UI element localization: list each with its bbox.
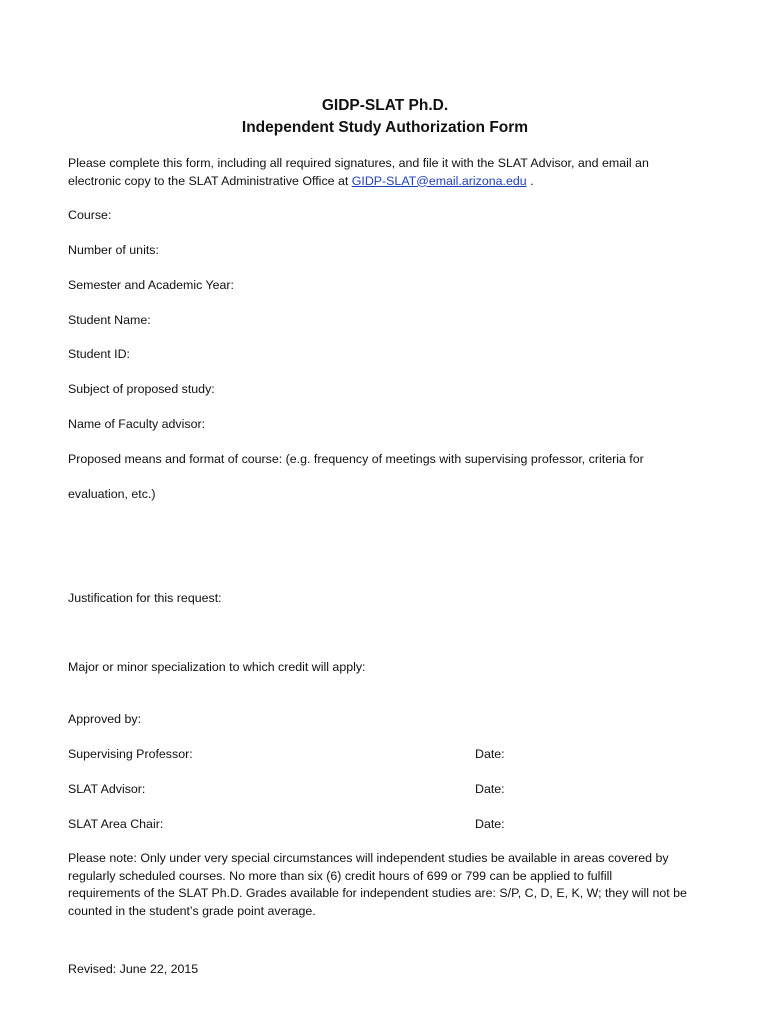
field-faculty-advisor-label: Name of Faculty advisor: — [68, 417, 206, 431]
approved-by-heading: Approved by: — [68, 712, 142, 726]
note-line-4: counted in the student’s grade point average. — [68, 903, 316, 918]
field-units-label: Number of units: — [68, 243, 159, 257]
field-semester-label: Semester and Academic Year: — [68, 278, 234, 292]
slat-advisor-label: SLAT Advisor: — [68, 782, 146, 796]
supervising-professor-label: Supervising Professor: — [68, 747, 193, 761]
note-paragraph — [68, 850, 718, 920]
intro-line-2-suffix: . — [526, 173, 534, 188]
field-student-name-label: Student Name: — [68, 313, 151, 327]
note-line-1: Please note: Only under very special circumstances will independent studies be available in areas covered by — [68, 851, 669, 865]
note-line-2: regularly scheduled courses. No more than six (6) credit hours of 699 or 799 can be applied to fulfill — [68, 868, 613, 883]
form-title-program: GIDP-SLAT Ph.D. — [321, 97, 449, 114]
email-link[interactable]: GIDP-SLAT@email.arizona.edu — [351, 173, 527, 188]
intro-line-2 — [68, 173, 718, 191]
intro-paragraph — [68, 155, 718, 190]
supervising-professor-date-label: Date: — [475, 747, 505, 761]
field-student-id-label: Student ID: — [68, 347, 130, 361]
slat-area-chair-date-label: Date: — [475, 817, 505, 831]
field-means-label-line-1: Proposed means and format of course: (e.g. frequency of meetings with supervising professor, criteria for — [68, 452, 644, 466]
intro-line-1: Please complete this form, including all required signatures, and file it with the SLAT Advisor, and email an — [68, 156, 649, 170]
slat-area-chair-label: SLAT Area Chair: — [68, 817, 164, 831]
slat-advisor-date-label: Date: — [475, 782, 505, 796]
field-justification-label: Justification for this request: — [68, 591, 222, 605]
revised-date: Revised: June 22, 2015 — [68, 962, 199, 976]
field-subject-label: Subject of proposed study: — [68, 382, 215, 396]
field-course-label: Course: — [68, 208, 112, 222]
field-means-label-line-2: evaluation, etc.) — [68, 487, 156, 501]
note-line-3: requirements of the SLAT Ph.D. Grades available for independent studies are: S/P, C, D, E, K, W; they will not be — [68, 886, 687, 900]
field-specialization-label: Major or minor specialization to which credit will apply: — [68, 660, 366, 674]
form-title: Independent Study Authorization Form — [241, 119, 529, 136]
intro-line-2-prefix: electronic copy to the SLAT Administrative Office at — [68, 173, 352, 188]
